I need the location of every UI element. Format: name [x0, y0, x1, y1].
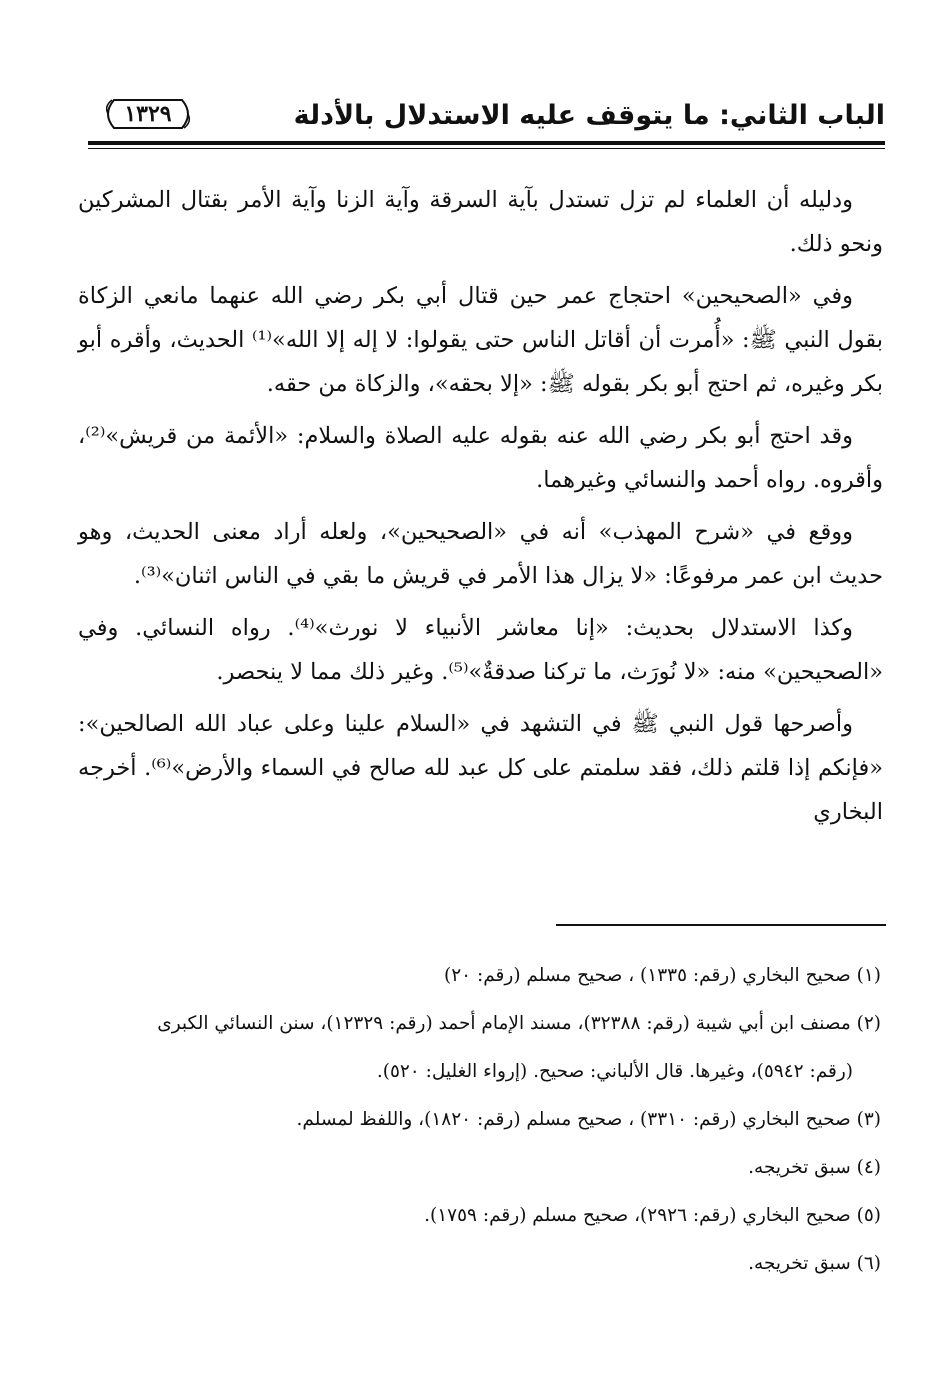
- footnote-1: (١) صحيح البخاري (رقم: ١٣٣٥) ، صحيح مسلم (رقم: ٢٠): [444, 965, 881, 986]
- footnotes: [78, 952, 881, 1288]
- page-number: ١٣٢٩: [124, 101, 172, 127]
- paragraph: وفي «الصحيحين» احتجاج عمر حين قتال أبي بكر رضي الله عنهما مانعي الزكاة بقول النبي ﷺ: «أُمرت أن أقاتل الناس حتى يقولوا: لا إله إلا الله»⁽¹⁾ الحديث، وأقره أبو بكر وغيره، ثم احتج أبو بكر بقوله ﷺ: «إلا بحقه»، والزكاة من حقه.: [78, 283, 883, 397]
- paragraph: وأصرحها قول النبي ﷺ في التشهد في «السلام علينا وعلى عباد الله الصالحين»: «فإنكم إذا قلتم ذلك، فقد سلمتم على كل عبد لله صالح في السماء والأرض»⁽⁶⁾. أخرجه البخاري: [78, 711, 883, 825]
- main-text: [78, 178, 883, 842]
- page-number-badge: [100, 96, 196, 132]
- paragraph: وقد احتج أبو بكر رضي الله عنه بقوله عليه الصلاة والسلام: «الأئمة من قريش»⁽²⁾، وأقروه. رواه أحمد والنسائي وغيرهما.: [78, 423, 883, 493]
- footnote-6: (٦) سبق تخريجه.: [748, 1253, 881, 1274]
- chapter-title: الباب الثاني: ما يتوقف عليه الاستدلال بالأدلة: [293, 100, 885, 131]
- footnote-5: (٥) صحيح البخاري (رقم: ٢٩٢٦)، صحيح مسلم (رقم: ١٧٥٩).: [424, 1205, 881, 1226]
- paragraph: ودليله أن العلماء لم تزل تستدل بآية السرقة وآية الزنا وآية الأمر بقتال المشركين ونحو ذلك.: [78, 187, 883, 257]
- footnote-3: (٣) صحيح البخاري (رقم: ٣٣١٠) ، صحيح مسلم (رقم: ١٨٢٠)، واللفظ لمسلم.: [296, 1109, 881, 1130]
- header-rule-thin: [88, 148, 885, 149]
- footnote-2: (٢) مصنف ابن أبي شيبة (رقم: ٣٢٣٨٨)، مسند الإمام أحمد (رقم: ١٢٣٢٩)، سنن النسائي الكبرى: [157, 1013, 881, 1034]
- header-rule-thick: [88, 141, 885, 145]
- footnote-2-continued: (رقم: ٥٩٤٢)، وغيرها. قال الألباني: صحيح. (إرواء الغليل: ٥٢٠).: [376, 1061, 853, 1082]
- footnote-separator: [556, 924, 886, 926]
- paragraph: وكذا الاستدلال بحديث: «إنا معاشر الأنبياء لا نورث»⁽⁴⁾. رواه النسائي. وفي «الصحيحين» منه: «لا نُورَث، ما تركنا صدقةٌ»⁽⁵⁾. وغير ذلك مما لا ينحصر.: [78, 615, 883, 685]
- paragraph: ووقع في «شرح المهذب» أنه في «الصحيحين»، ولعله أراد معنى الحديث، وهو حديث ابن عمر مرفوعًا: «لا يزال هذا الأمر في قريش ما بقي في الناس اثنان»⁽³⁾.: [78, 519, 883, 589]
- footnote-4: (٤) سبق تخريجه.: [748, 1157, 881, 1178]
- running-header: [88, 92, 885, 152]
